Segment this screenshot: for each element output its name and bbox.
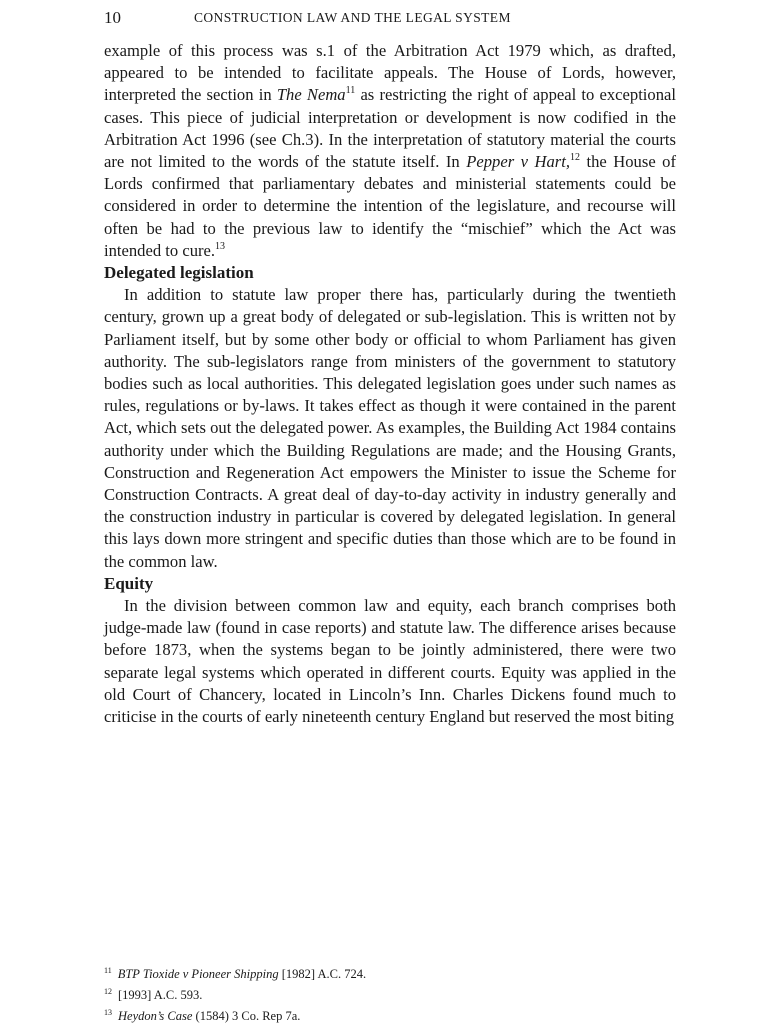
footnote-ref-11[interactable]: 11 (345, 85, 356, 97)
footnote-13: $^{13}$ Heydon’s Case (1584) 3 Co. Rep 7a. (104, 1008, 301, 1023)
heading-equity: Equity (104, 573, 154, 593)
paragraph-3: In the division between common law and equity, each branch comprises both judge-made law (found in case reports) and statute law. The difference arises because before 1873, when the systems began to be jointly administered, there were two separate legal systems which operated in different courts. Equity was applied in the old Court of Chancery, located in Lincoln’s Inn. Charles Dickens found much to criticise in the courts of early nineteenth century England but reserved the most biting (104, 596, 676, 727)
footnote-ref-13[interactable]: 13 (215, 240, 226, 252)
footnotes (104, 962, 676, 1025)
case-name-the-nema: The Nema (276, 85, 346, 105)
main-text (104, 40, 676, 728)
footnote-ref-12[interactable]: 12 (570, 152, 581, 164)
paragraph-1: example of this process was s.1 of the Arbitration Act 1979 which, as drafted, appeared to be intended to facilitate appeals. The House of Lords, however, interpreted the section in The Nema$^{11}$ as restricting the right of appeal to exceptional cases. This piece of judicial interpretation or development is now codified in the Arbitration Act 1996 (see Ch.3). In the interpretation of statutory material the courts are not limited to the words of the statute itself. In Pepper v Hart,$^{12}$ the House of Lords confirmed that parliamentary debates and ministerial statements could be considered in order to determine the intention of the legislature, and recourse will often be had to the previous law to identify the “mischief” which the Act was intended to cure.$^{13}$ (104, 41, 676, 260)
running-title: CONSTRUCTION LAW AND THE LEGAL SYSTEM (194, 10, 511, 25)
running-header (104, 8, 676, 30)
footnote-11: $^{11}$ BTP Tioxide v Pioneer Shipping [1982] A.C. 724. (104, 966, 367, 981)
footnote-12: $^{12}$ [1993] A.C. 593. (104, 987, 203, 1002)
paragraph-2: In addition to statute law proper there has, particularly during the twentieth century, grown up a great body of delegated or sub-legislation. This is written not by Parliament itself, but by some other body or official to whom Parliament has given authority. The sub-legislators range from ministers of the government to statutory bodies such as local authorities. This delegated legislation goes under such names as rules, regulations or by-laws. It takes effect as though it were contained in the parent Act, which sets out the delegated power. As examples, the Building Act 1984 contains authority under which the Building Regulations are made; and the Housing Grants, Construction and Regeneration Act empowers the Minister to issue the Scheme for Construction Contracts. A great deal of day-to-day activity in industry generally and the construction industry in particular is covered by delegated legislation. In general this lays down more stringent and specific duties than those which are to be found in the common law. (104, 285, 676, 571)
heading-delegated-legislation: Delegated legislation (104, 263, 254, 283)
page-number: 10 (104, 8, 121, 27)
case-name-pepper-v-hart: Pepper v Hart, (466, 152, 571, 172)
